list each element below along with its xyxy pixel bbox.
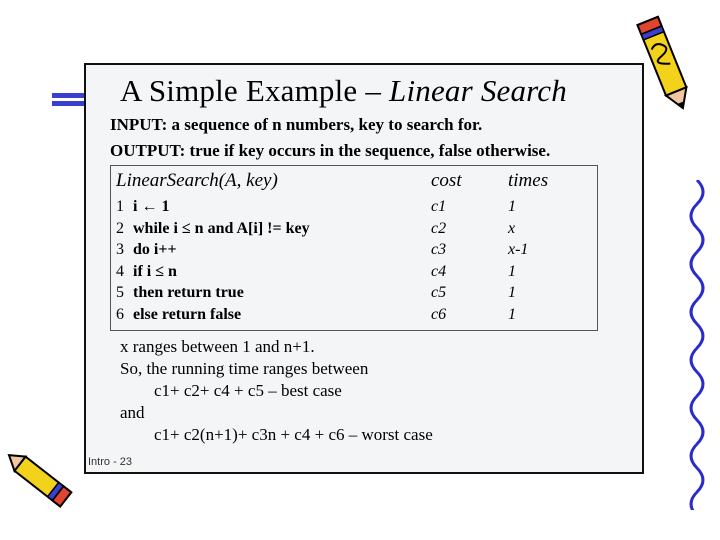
row-times: 1: [508, 198, 516, 215]
row-statement: i ← 1: [133, 198, 170, 215]
row-statement: do i++: [133, 241, 177, 258]
note-range: x ranges between 1 and n+1.: [120, 337, 315, 356]
row-statement: then return true: [133, 284, 244, 301]
row-times: 1: [508, 284, 516, 301]
row-cost: c5: [431, 284, 447, 301]
row-cost: c2: [431, 219, 447, 237]
input-line: [110, 115, 482, 135]
row-cost: c4: [431, 262, 447, 280]
note-best-case: c1+ c2+ c4 + c5 – best case: [154, 381, 342, 400]
algorithm-name: LinearSearch(A, key): [116, 170, 278, 191]
row-cost: c1: [431, 198, 447, 215]
input-text: a sequence of n numbers, key to search for.: [171, 115, 483, 134]
blue-bars-decoration: [52, 92, 86, 108]
row-cost: c6: [431, 305, 447, 323]
row-statement: else return false: [133, 305, 242, 323]
output-label: OUTPUT:: [110, 141, 186, 160]
slide-footer: Intro - 23: [88, 456, 133, 468]
pencil-icon-bottom: [4, 452, 84, 518]
algorithm-box: [110, 165, 598, 331]
cost-header: cost: [431, 170, 462, 191]
row-times: 1: [508, 305, 516, 323]
title-main: A Simple Example –: [120, 73, 389, 108]
title-italic: Linear Search: [389, 73, 567, 108]
slide-title: [120, 73, 567, 109]
row-statement: if i ≤ n: [133, 262, 177, 280]
row-number: 6: [116, 305, 124, 323]
row-times: x-1: [508, 241, 529, 258]
note-worst-case: c1+ c2(n+1)+ c3n + c4 + c6 – worst case: [154, 425, 433, 444]
row-times: 1: [508, 262, 516, 280]
row-number: 3: [116, 241, 124, 258]
times-header: times: [508, 170, 549, 191]
row-number: 1: [116, 198, 124, 215]
row-number: 5: [116, 284, 124, 301]
squiggle-decoration: [682, 180, 712, 510]
input-label: INPUT:: [110, 115, 168, 134]
output-line: [110, 141, 550, 161]
row-number: 2: [116, 219, 124, 237]
row-statement: while i ≤ n and A[i] != key: [133, 219, 310, 237]
row-cost: c3: [431, 241, 447, 258]
output-text: true if key occurs in the sequence, false otherwise.: [189, 141, 551, 160]
slide-panel: [84, 63, 644, 474]
row-times: x: [508, 219, 516, 237]
note-running-time: So, the running time ranges between: [120, 359, 369, 378]
row-number: 4: [116, 262, 124, 280]
note-and: and: [120, 403, 145, 422]
